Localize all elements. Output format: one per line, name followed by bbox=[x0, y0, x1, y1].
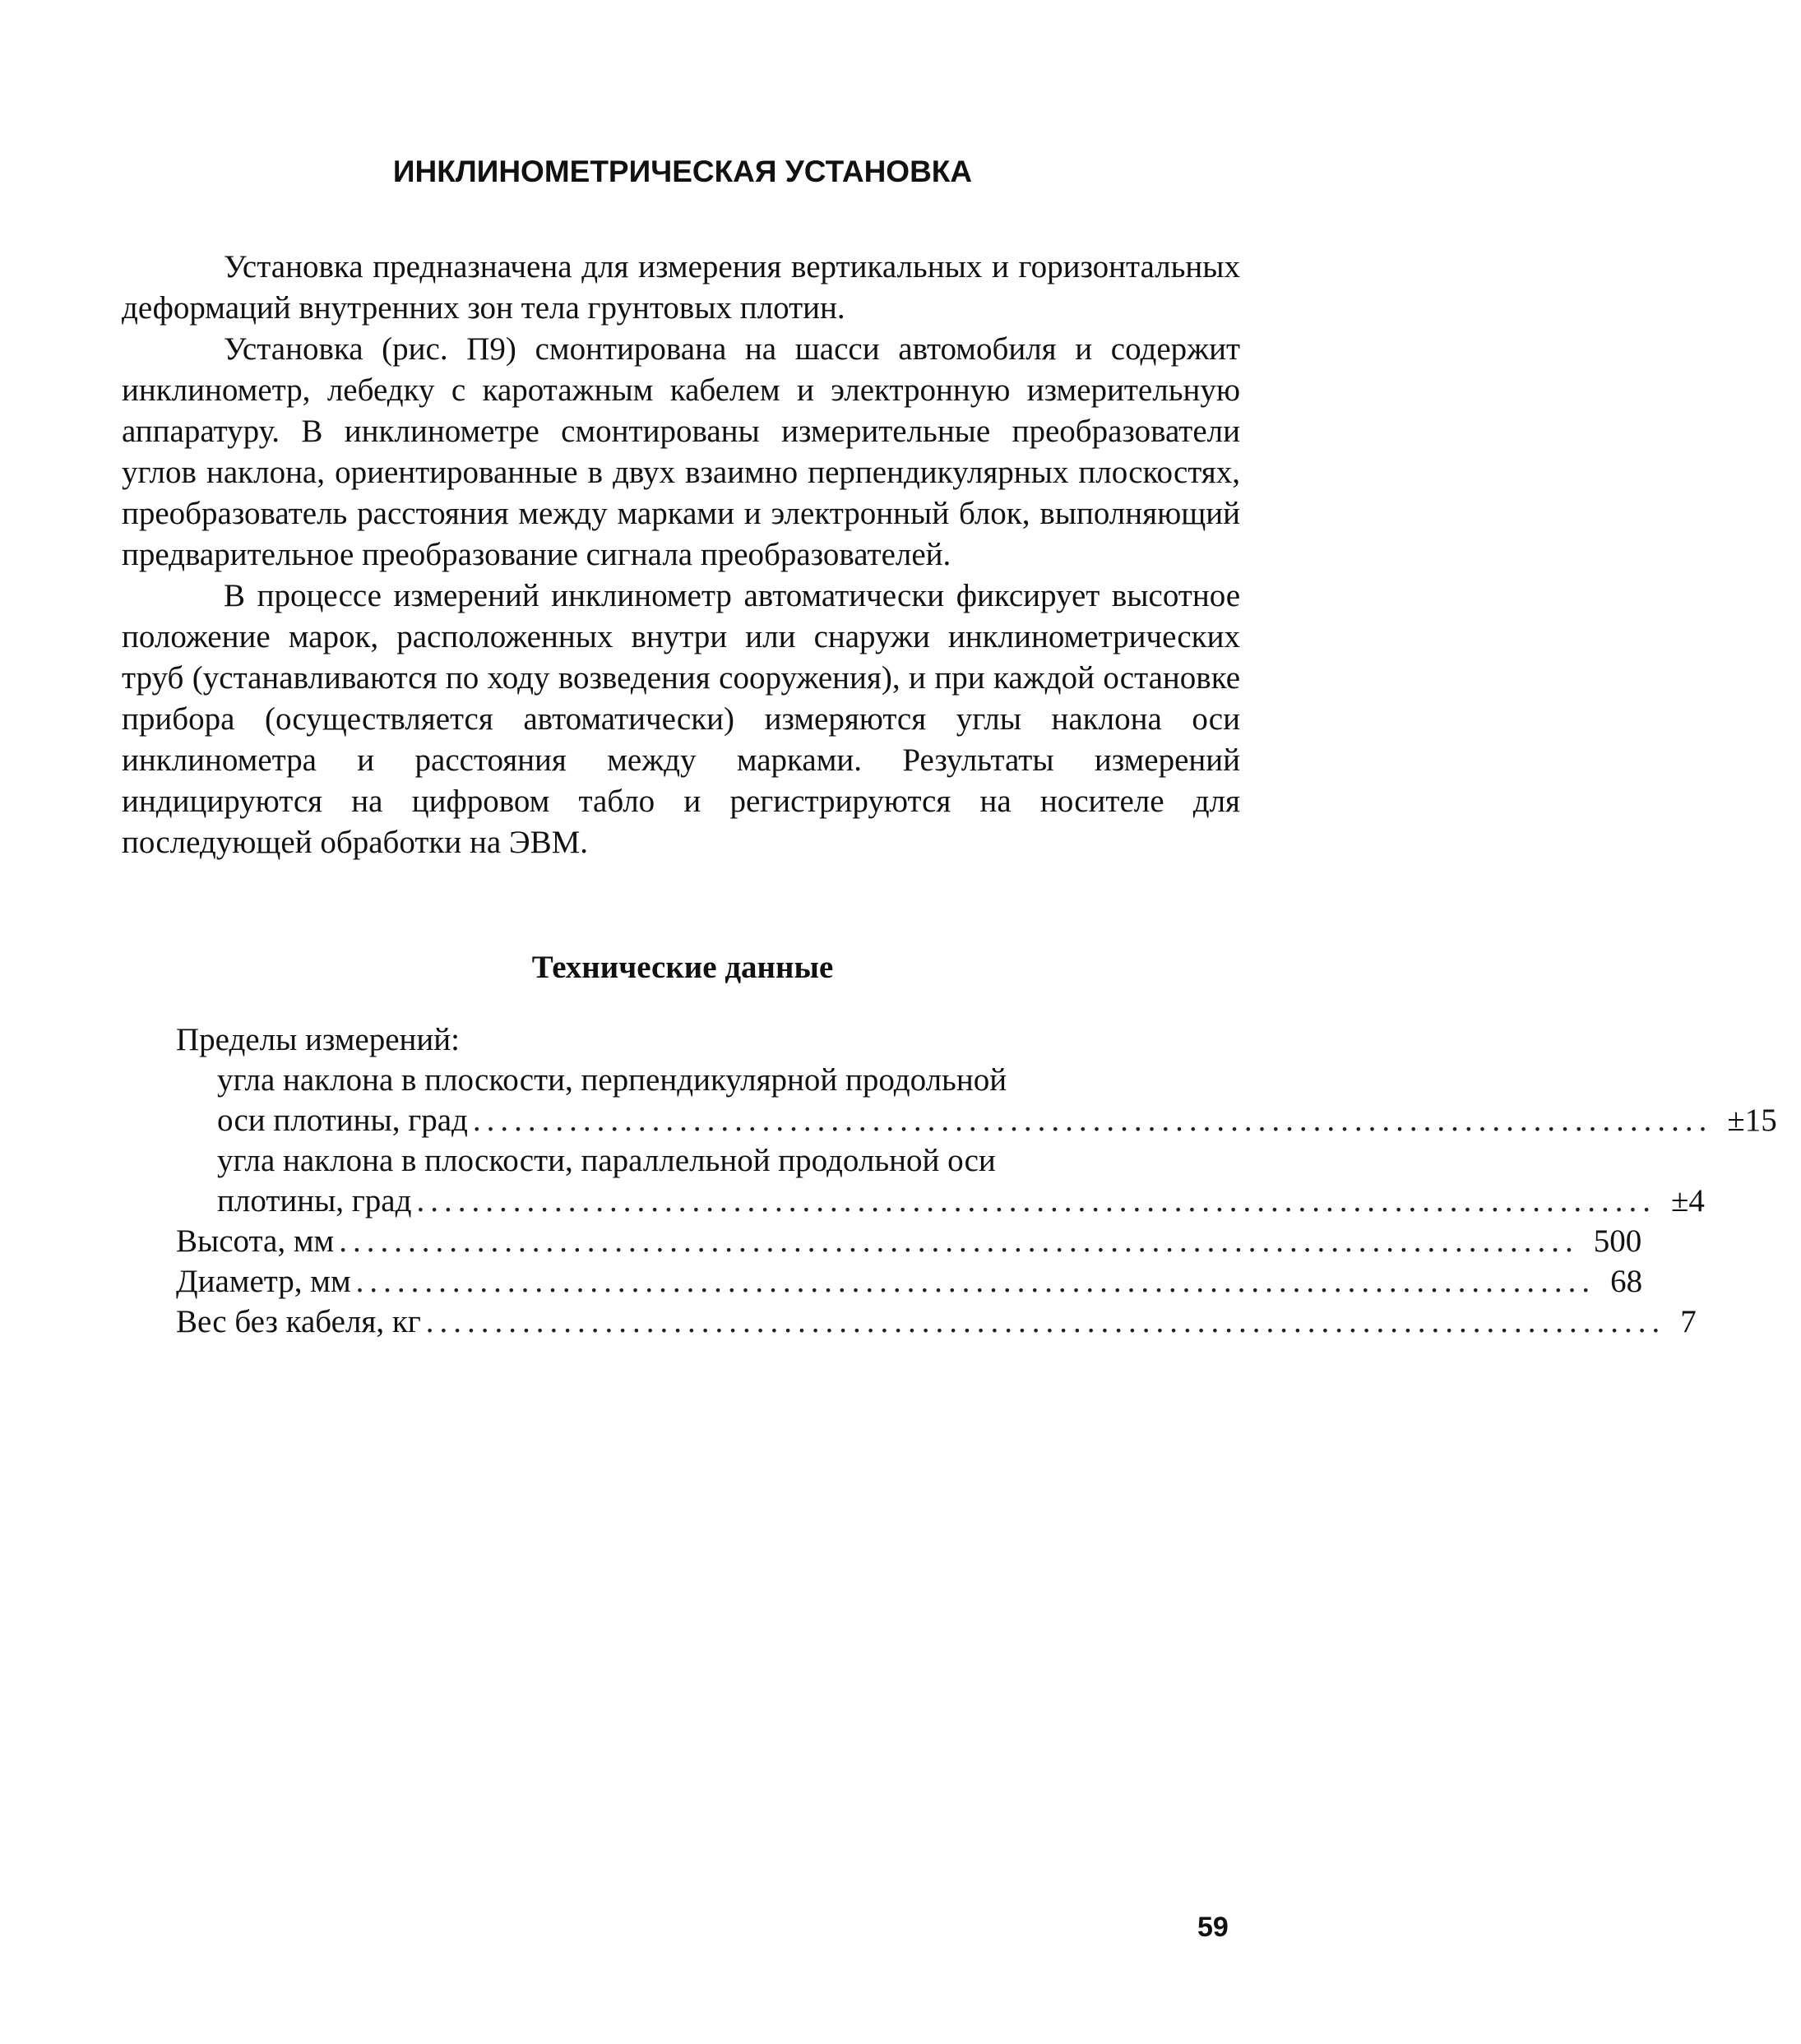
spec-limits-label: Пределы измерений: bbox=[176, 1022, 461, 1057]
spec-row-height bbox=[176, 1221, 1642, 1261]
spec-angle-perp-value: ±15 bbox=[1727, 1103, 1777, 1138]
spec-angle-perp-line1: угла наклона в плоскости, перпендикулярной продольной bbox=[217, 1062, 1007, 1098]
spec-row-diameter bbox=[176, 1261, 1643, 1302]
spec-row-weight bbox=[176, 1302, 1697, 1342]
spec-angle-par-label: плотины, град bbox=[217, 1183, 412, 1219]
specs-list bbox=[176, 1020, 1777, 1342]
section-title-specs: Технические данные bbox=[531, 950, 834, 985]
spec-angle-par-value: ±4 bbox=[1670, 1183, 1705, 1219]
leader-dots: .......................................................................................... bbox=[472, 1103, 1713, 1138]
spec-angle-perp-label: оси плотины, град bbox=[217, 1103, 468, 1138]
leader-dots: .......................................................................................... bbox=[355, 1264, 1596, 1299]
spec-diameter-value: 68 bbox=[1610, 1264, 1643, 1299]
leader-dots: .......................................................................................... bbox=[339, 1223, 1579, 1259]
spec-height-value: 500 bbox=[1593, 1223, 1642, 1259]
leader-dots: .......................................................................................... bbox=[425, 1304, 1666, 1339]
spec-row-angle-perp bbox=[176, 1100, 1777, 1140]
leader-dots: .......................................................................................... bbox=[416, 1183, 1656, 1219]
paragraph-operation: В процессе измерений инклинометр автоматически фиксирует высотное положение марок, расположенных внутри или снаружи инклинометрических труб (устанавливаются по ходу возведения сооружения), и при каждой остановке прибора (осуществляется автоматически) измеряются углы наклона оси инклинометра и расстояния между марками. Результаты измерений индицируются на цифровом табло и регистрируются на носителе для последующей обработки на ЭВМ. bbox=[122, 578, 1240, 860]
spec-angle-par-line1: угла наклона в плоскости, параллельной продольной оси bbox=[217, 1143, 996, 1178]
spec-weight-value: 7 bbox=[1680, 1304, 1697, 1339]
paragraph-purpose: Установка предназначена для измерения вертикальных и горизонтальных деформаций внутренних зон тела грунтовых плотин. bbox=[122, 249, 1240, 326]
page-title: ИНКЛИНОМЕТРИЧЕСКАЯ УСТАНОВКА bbox=[392, 155, 973, 188]
spec-height-label: Высота, мм bbox=[176, 1223, 335, 1259]
spec-diameter-label: Диаметр, мм bbox=[176, 1264, 351, 1299]
spec-row-angle-par bbox=[176, 1181, 1705, 1221]
body-text bbox=[122, 247, 1240, 863]
page-number: 59 bbox=[1197, 1912, 1229, 1943]
spec-weight-label: Вес без кабеля, кг bbox=[176, 1304, 421, 1339]
paragraph-composition: Установка (рис. П9) смонтирована на шасси автомобиля и содержит инклинометр, лебедку с каротажным кабелем и электронную измерительную аппаратуру. В инклинометре смонтированы измерительные преобразователи углов наклона, ориентированные в двух взаимно перпендикулярных плоскостях, преобразователь расстояния между марками и электронный блок, выполняющий предварительное преобразование сигнала преобразователей. bbox=[122, 331, 1240, 572]
